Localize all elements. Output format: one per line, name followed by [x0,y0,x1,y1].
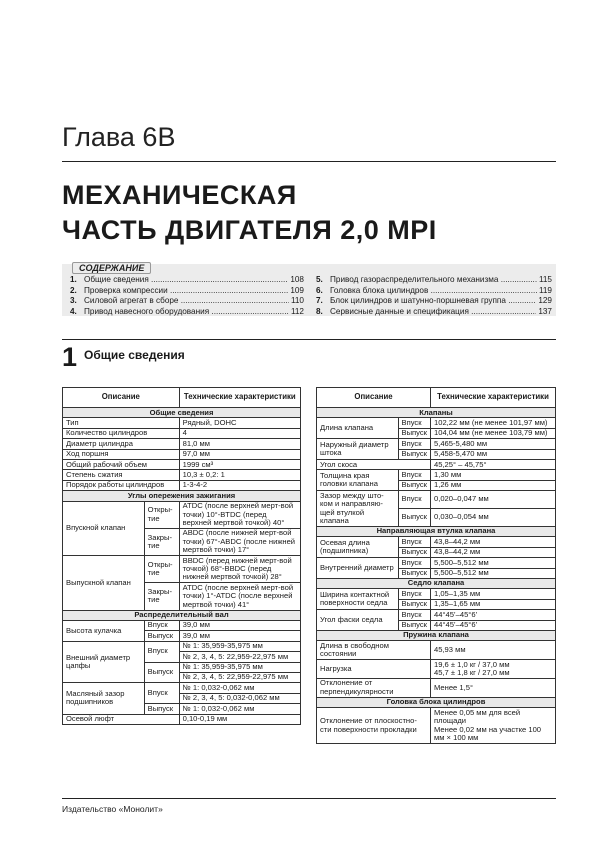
toc-item[interactable]: 5. Привод газораспределительного механизма ..... 115 [316,275,552,286]
page-title-line-2: ЧАСТЬ ДВИГАТЕЛЯ 2,0 MPI [62,215,437,245]
section-header: Распределительный вал [63,610,301,620]
header-description: Описание [63,388,180,408]
section-title: Общие сведения [84,348,185,362]
section-header: Седло клапана [317,578,556,588]
section-header: Головка блока цилиндров [317,697,556,707]
spec-table-left: Описание Технические характеристики Общие сведения Тип Рядный, DOHC Количество цилиндров 4 Диаметр цилиндра 81,0 мм Ход поршня 97,0 мм Общий рабочий объем 1999 см³ Степень сжатия 10,3 ± 0,2: 1 Порядок работы цилиндров 1-3-4-2 Углы опережения зажигания Впускной клапан Откры-тие ATDC (после верхней мерт-вой точки) 10°-BTDC (перед верхней мертвой точкой) 40° Закры-тие ABDC (после нижней мерт-вой точки) 67°-ABDC (после нижней мертвой точки) 17° Выпускной клапан Откры-тие BBDC (перед нижней мерт-вой точкой) 68°-BBDC (перед нижней мертвой точкой) 28° Закры-тие ATDC (после верхней мерт-вой точки) 1°-ATDC (после верхней мертвой точки) 41° Распределительный вал Высота кулачка Впуск 39,0 мм Выпуск 39,0 мм Внешний диаметр цапфы Впуск № 1: 35,959-35,975 мм № 2, 3, 4, 5: 22,959-22,975 мм Выпуск № 1: 35,959-35,975 мм № 2, 3, 4, 5: 22,959-22,975 мм Масляный зазор подшипников Впуск № 1: 0,032-0,062 мм № 2, 3, 4, 5: 0,032-0,062 мм Выпуск № 1: 0,032-0,062 мм Осевой люфт 0,10-0,19 мм [62,387,301,725]
footer-rule [62,798,556,799]
section-header: Направляющая втулка клапана [317,526,556,536]
spec-table-right: Описание Технические характеристики Клапаны Длина клапана Впуск 102,22 мм (не менее 101,97 мм) Выпуск 104,04 мм (не менее 103,79 мм) Наружный диаметр штока Впуск 5,465-5,480 мм Выпуск 5,458-5,470 мм Угол скоса 45,25° – 45,75° Толщина края головки клапана Впуск 1,30 мм Выпуск 1,26 мм Зазор между што-ком и направляю-щей втулкой клапана Впуск 0,020–0,047 мм Выпуск 0,030–0,054 мм Направляющая втулка клапана Осевая длина (подшипника) Впуск 43,8–44,2 мм Выпуск 43,8–44,2 мм Внутренний диаметр Впуск 5,500–5,512 мм Выпуск 5,500–5,512 мм Седло клапана Ширина контактной поверхности седла Впуск 1,05–1,35 мм Выпуск 1,35–1,65 мм Угол фаски седла Впуск 44°45’–45°6’ Выпуск 44°45’–45°6’ Пружина клапана Длина в свободном состоянии 45,93 мм Нагрузка 19,6 ± 1,0 кг / 37,0 мм 45,7 ± 1,8 кг / 27,0 мм Отклонение от перпендикулярности Менее 1,5° Головка блока цилиндров Отклонение от плоскостно-сти поверхности прокладки Менее 0,05 мм для всей площади Менее 0,02 мм на участке 100 мм × 100 мм [316,387,556,744]
header-specs: Технические характеристики [431,388,556,408]
section-header: Углы опережения зажигания [63,491,301,501]
toc-column-right [316,275,552,317]
toc-item[interactable]: 2. Проверка компрессии ..... 109 [70,286,304,297]
toc-column-left [70,275,304,317]
chapter-label: Глава 6В [62,122,176,152]
section-number: 1 [62,342,78,372]
header-description: Описание [317,388,431,408]
toc-item[interactable]: 3. Силовой агрегат в сборе ..... 110 [70,296,304,307]
toc-item[interactable]: 6. Головка блока цилиндров ..... 119 [316,286,552,297]
section-rule [62,339,556,340]
section-header: Пружина клапана [317,630,556,640]
section-header: Общие сведения [63,408,301,418]
section-header: Клапаны [317,408,556,418]
header-specs: Технические характеристики [179,388,300,408]
publisher-footer: Издательство «Монолит» [62,804,163,814]
top-rule [62,161,556,162]
toc-item[interactable]: 1. Общие сведения ..... 108 [70,275,304,286]
toc-item[interactable]: 4. Привод навесного оборудования ..... 112 [70,307,304,318]
page-title-line-1: МЕХАНИЧЕСКАЯ [62,180,297,210]
toc-item[interactable]: 7. Блок цилиндров и шатунно-поршневая группа ..... 129 [316,296,552,307]
toc-item[interactable]: 8. Сервисные данные и спецификация ..... 137 [316,307,552,318]
toc-label: СОДЕРЖАНИЕ [72,262,151,274]
